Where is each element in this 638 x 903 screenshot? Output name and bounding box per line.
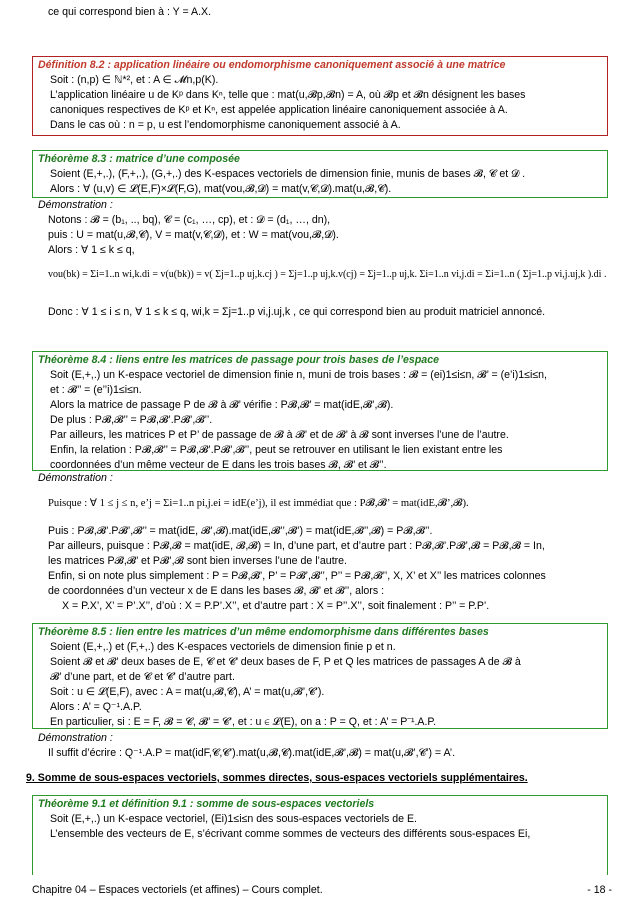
definition-8-2-line: L’application linéaire u de Kᵖ dans Kⁿ, telle que : mat(u,𝓑p,𝓑n) = A, où 𝓑p et 𝓑n désignent les bases	[50, 89, 526, 101]
theorem-8-3-line: Alors : ∀ (u,v) ∈ 𝓛(E,F)×𝓛(F,G), mat(vou,𝓑,𝓓) = mat(v,𝓒,𝓓).mat(u,𝓑,𝓒).	[50, 183, 392, 195]
theorem-9-1-line: L’ensemble des vecteurs de E, s’écrivant comme sommes de vecteurs des différents sous-espaces Ei,	[50, 828, 531, 840]
theorem-8-5-line: Alors : A’ = Q⁻¹.A.P.	[50, 701, 142, 713]
section-heading: 9. Somme de sous-espaces vectoriels, sommes directes, sous-espaces vectoriels supplémentaires.	[26, 772, 528, 784]
demonstration-line: Par ailleurs, puisque : P𝓑,𝓑 = mat(idE, 𝓑,𝓑) = In, d’une part, et d’autre part : P𝓑,𝓑’.P𝓑’,𝓑 = P𝓑,𝓑 = In,	[48, 540, 545, 552]
intro-text: ce qui correspond bien à : Y = A.X.	[48, 6, 212, 18]
theorem-8-4-line: et : 𝓑’’ = (e’’i)1≤i≤n.	[50, 384, 142, 396]
composition-formula: vou(bk) = Σi=1..n wi,k.di = v(u(bk)) = v( Σj=1..p uj,k.cj ) = Σj=1..p uj,k.v(cj) = Σj=1..p uj,k. Σi=1..n vi,j.di = Σi=1..n ( Σj=1..p vi,j.uj,k ).di .	[48, 269, 607, 280]
theorem-9-1-title: Théorème 9.1 et définition 9.1 : somme de sous-espaces vectoriels	[38, 798, 375, 810]
theorem-9-1-line: Soit (E,+,.) un K-espace vectoriel, (Ei)1≤i≤n des sous-espaces vectoriels de E.	[50, 813, 417, 825]
theorem-8-4-line: De plus : P𝓑,𝓑’’ = P𝓑,𝓑’.P𝓑’,𝓑’’.	[50, 414, 213, 426]
demonstration-line: Alors : ∀ 1 ≤ k ≤ q,	[48, 244, 135, 256]
demonstration-line: de coordonnées d’un vecteur x de E dans les bases 𝓑, 𝓑’ et 𝓑’’, alors :	[48, 585, 385, 597]
theorem-8-5-line: En particulier, si : E = F, 𝓑 = 𝓒, 𝓑’ = 𝓒’, et : u ∈ 𝓛(E), on a : P = Q, et : A’ = P⁻¹.A.P.	[50, 716, 437, 728]
theorem-8-5-line: 𝓑’ d’une part, et de 𝓒 et 𝓒’ d’autre part.	[50, 671, 235, 683]
theorem-8-5-line: Soient (E,+,.) et (F,+,.) des K-espaces vectoriels de dimension finie p et n.	[50, 641, 396, 653]
theorem-8-4-line: Alors la matrice de passage P de 𝓑 à 𝓑’ vérifie : P𝓑,𝓑’ = mat(idE,𝓑’,𝓑).	[50, 399, 394, 411]
theorem-8-5-title: Théorème 8.5 : lien entre les matrices d’un même endomorphisme dans différentes bases	[38, 626, 489, 638]
footer-chapter-title: Chapitre 04 – Espaces vectoriels (et affines) – Cours complet.	[32, 884, 323, 896]
demonstration-line: Donc : ∀ 1 ≤ i ≤ n, ∀ 1 ≤ k ≤ q, wi,k = Σj=1..p vi,j.uj,k , ce qui correspond bien au produit matriciel annoncé.	[48, 306, 546, 318]
theorem-8-4-line: coordonnées d’un même vecteur de E dans les trois bases 𝓑, 𝓑’ et 𝓑’’.	[50, 459, 387, 471]
footer-page-number: - 18 -	[587, 884, 612, 896]
definition-8-2-line: Soit : (n,p) ∈ ℕ*², et : A ∈ 𝓜n,p(K).	[50, 74, 219, 86]
theorem-8-5-line: Soient 𝓑 et 𝓑’ deux bases de E, 𝓒 et 𝓒’ deux bases de F, P et Q les matrices de passages A de 𝓑 à	[50, 656, 521, 668]
demonstration-line: puis : U = mat(u,𝓑,𝓒), V = mat(v,𝓒,𝓓), et : W = mat(vou,𝓑,𝓓).	[48, 229, 339, 241]
definition-8-2-title: Définition 8.2 : application linéaire ou endomorphisme canoniquement associé à une matrice	[38, 59, 506, 71]
definition-8-2-line: canoniques respectives de Kᵖ et Kⁿ, est appelée application linéaire canoniquement associée à A.	[50, 104, 508, 116]
theorem-8-4-line: Enfin, la relation : P𝓑,𝓑’’ = P𝓑,𝓑’.P𝓑’,𝓑’’, peut se retrouver en utilisant le lien existant entre les	[50, 444, 503, 456]
demonstration-line: X = P.X’, X’ = P’.X’’, d’où : X = P.P’.X’’, et d’autre part : X = P’’.X’’, soit finalement : P’’ = P.P’.	[62, 600, 490, 612]
theorem-8-4-line: Soit (E,+,.) un K-espace vectoriel de dimension finie n, muni de trois bases : 𝓑 = (ei)1≤i≤n, 𝓑’ = (e’i)1≤i≤n,	[50, 369, 548, 381]
demonstration-line: Puisque : ∀ 1 ≤ j ≤ n, e’j = Σi=1..n pi,j.ei = idE(e’j), il est immédiat que : P𝓑,𝓑’ = mat(idE,𝓑’,𝓑).	[48, 498, 469, 509]
demonstration-label: Démonstration :	[38, 732, 113, 744]
demonstration-line: Il suffit d’écrire : Q⁻¹.A.P = mat(idF,𝓒,𝓒’).mat(u,𝓑,𝓒).mat(idE,𝓑’,𝓑) = mat(u,𝓑’,𝓒’) = A’.	[48, 747, 456, 759]
theorem-8-3-title: Théorème 8.3 : matrice d’une composée	[38, 153, 240, 165]
demonstration-line: les matrices P𝓑,𝓑’ et P𝓑’,𝓑 sont bien inverses l’une de l’autre.	[48, 555, 348, 567]
demonstration-line: Notons : 𝓑 = (b₁, .., bq), 𝓒 = (c₁, …, cp), et : 𝓓 = (d₁, …, dn),	[48, 214, 331, 226]
theorem-8-3-line: Soient (E,+,.), (F,+,.), (G,+,.) des K-espaces vectoriels de dimension finie, munis de bases 𝓑, 𝓒 et 𝓓 .	[50, 168, 526, 180]
demonstration-label: Démonstration :	[38, 472, 113, 484]
theorem-8-4-line: Par ailleurs, les matrices P et P’ de passage de 𝓑 à 𝓑’ et de 𝓑’ à 𝓑 sont inverses l’une de l’autre.	[50, 429, 509, 441]
definition-8-2-line: Dans le cas où : n = p, u est l’endomorphisme canoniquement associé à A.	[50, 119, 401, 131]
theorem-8-5-line: Soit : u ∈ 𝓛(E,F), avec : A = mat(u,𝓑,𝓒), A’ = mat(u,𝓑’,𝓒’).	[50, 686, 325, 698]
theorem-8-4-title: Théorème 8.4 : liens entre les matrices de passage pour trois bases de l’espace	[38, 354, 439, 366]
demonstration-line: Enfin, si on note plus simplement : P = P𝓑,𝓑’, P’ = P𝓑’,𝓑’’, P’’ = P𝓑,𝓑’’, X, X’ et X’’ les matrices colonnes	[48, 570, 546, 582]
demonstration-line: Puis : P𝓑,𝓑’.P𝓑’,𝓑’’ = mat(idE, 𝓑’,𝓑).mat(idE,𝓑’’,𝓑’) = mat(idE,𝓑’’,𝓑) = P𝓑,𝓑’’.	[48, 525, 433, 537]
demonstration-label: Démonstration :	[38, 199, 113, 211]
